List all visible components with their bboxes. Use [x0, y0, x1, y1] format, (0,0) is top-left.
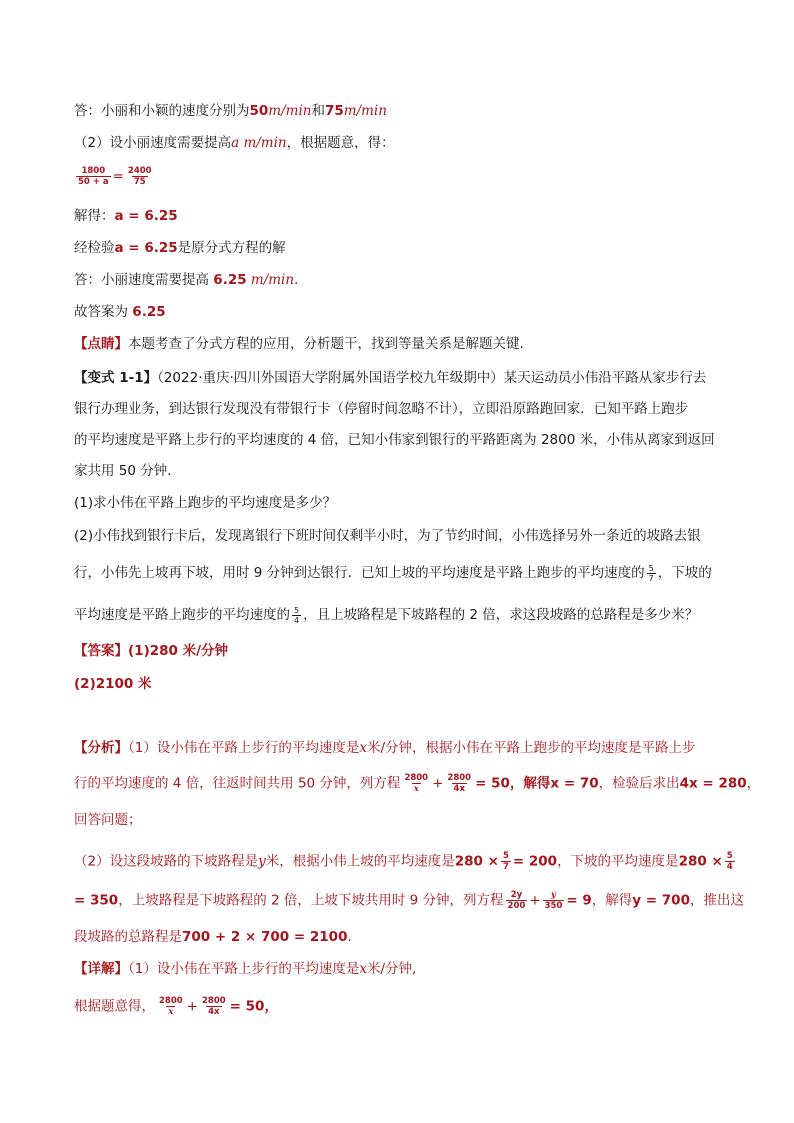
fraction: $\frac{2800}{4x}$ — [447, 773, 472, 794]
equation-line: $\frac{1800}{50 + a}$ = $\frac{2400}{75}$ — [78, 166, 152, 187]
dianjing-line: 【点睛】本题考查了分式方程的应用，分析题干，找到等量关系是解题关键. — [74, 336, 524, 352]
analysis-line: = 350，上坡路程是下坡路程的 2 倍，上坡下坡共用时 9 分钟，列方程 $\frac{2y}{200}$ + $\frac{y}{350}$ = 9，解得y = 700，推出这 — [74, 890, 744, 911]
problem-line: 银行办理业务，到达银行发现没有带银行卡（停留时间忽略不计），立即沿原路跑回家．已知平路上跑步 — [74, 401, 689, 417]
answer-part-2: (2)2100 米 — [74, 676, 152, 692]
fraction: $\frac{2800}{x}$ — [159, 996, 183, 1017]
part2-setup-line: （2）设小丽速度需要提高a m/min，根据题意，得： — [74, 135, 395, 151]
fraction: $\frac{5}{4}$ — [726, 851, 733, 872]
fraction: $\frac{2400}{75}$ — [127, 166, 152, 187]
fraction: $\frac{5}{7}$ — [502, 851, 509, 872]
analysis-line: 【分析】（1）设小伟在平路上步行的平均速度是x米/分钟，根据小伟在平路上跑步的平均速度是平路上步 — [74, 740, 696, 756]
answer-line-1: 答：小丽和小颖的速度分别为50m/min和75m/min — [74, 103, 387, 119]
variant-title-line: 【变式 1-1】（2022·重庆·四川外国语大学附属外国语学校九年级期中）某天运动员小伟沿平路从家步行去 — [74, 370, 707, 386]
analysis-line: 回答问题； — [74, 812, 142, 828]
question-1: (1)求小伟在平路上跑步的平均速度是多少？ — [74, 495, 337, 511]
check-line: 经检验a = 6.25是原分式方程的解 — [74, 240, 286, 256]
analysis-line: （2）设这段坡路的下坡路程是y米，根据小伟上坡的平均速度是280 × $\frac{5}{7}$ = 200，下坡的平均速度是280 × $\frac{5}{4}$ — [74, 851, 733, 872]
fraction: $\frac{2y}{200}$ — [507, 890, 526, 911]
fraction: $\frac{2800}{x}$ — [404, 773, 429, 794]
problem-line: 家共用 50 分钟． — [74, 463, 181, 479]
analysis-line: 行的平均速度的 4 倍，往返时间共用 50 分钟，列方程 $\frac{2800}{x}$ + $\frac{2800}{4x}$ = 50，解得x = 70，检验后求出4x = 280， — [74, 773, 761, 794]
answer-tag-line: 【答案】(1)280 米/分钟 — [74, 643, 229, 659]
problem-line: 行，小伟先上坡再下坡，用时 9 分钟到达银行．已知上坡的平均速度是平路上跑步的平均速度的 $\frac{5}{7}$ ，下坡的 — [74, 563, 712, 583]
detail-line: 【详解】（1）设小伟在平路上步行的平均速度是x米/分钟, — [74, 961, 417, 977]
fraction: $\frac{2800}{4x}$ — [201, 996, 226, 1017]
problem-line: 的平均速度是平路上步行的平均速度的 4 倍，已知小伟家到银行的平路距离为 2800 米，小伟从离家到返回 — [74, 432, 715, 448]
fraction: $\frac{5}{4}$ — [294, 605, 300, 625]
fraction: $\frac{1800}{50 + a}$ — [78, 166, 109, 187]
fraction: $\frac{y}{350}$ — [544, 890, 563, 911]
question-2: (2)小伟找到银行卡后，发现离银行下班时间仅剩半小时，为了节约时间，小伟选择另外一条近的坡路去银 — [74, 528, 701, 544]
solution-line: 解得：a = 6.25 — [74, 208, 178, 224]
analysis-line: 段坡路的总路程是700 + 2 × 700 = 2100. — [74, 929, 352, 945]
answer-line-2: 答：小丽速度需要提高 6.25 m/min. — [74, 272, 299, 288]
fraction: $\frac{5}{7}$ — [648, 563, 654, 583]
problem-line: 平均速度是平路上跑步的平均速度的 $\frac{5}{4}$ ，且上坡路程是下坡路程的 2 倍，求这段坡路的总路程是多少米？ — [74, 605, 699, 625]
detail-line: 根据题意得， $\frac{2800}{x}$ + $\frac{2800}{4x}$ = 50， — [74, 996, 278, 1017]
final-answer-line: 故答案为 6.25 — [74, 304, 166, 320]
